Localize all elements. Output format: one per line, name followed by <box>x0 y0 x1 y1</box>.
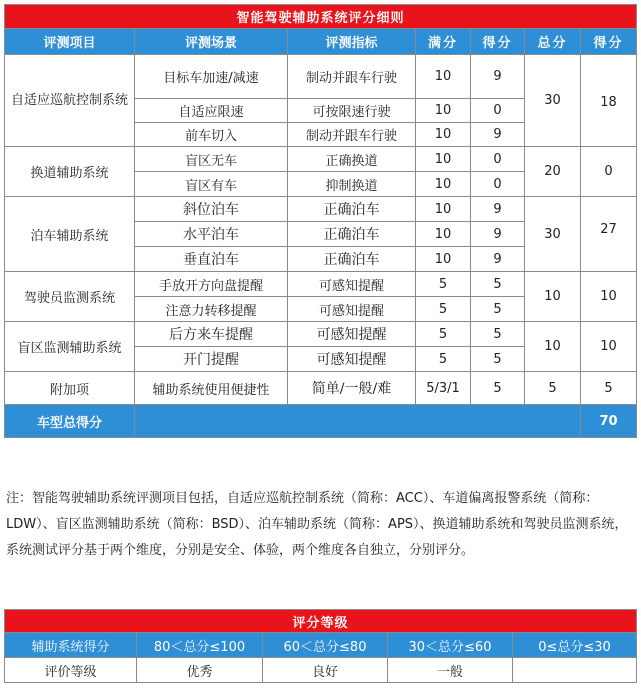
grade-range-cell: 0≤总分≤30 <box>513 633 637 658</box>
grade-level-cell <box>513 658 637 683</box>
grade-level-row <box>5 658 637 683</box>
header-score: 得分 <box>471 29 525 55</box>
full-score-cell: 10 <box>416 197 471 222</box>
score-cell: 5 <box>471 272 525 297</box>
final-score-cell: 27 <box>581 197 637 272</box>
note-text: 注：智能驾驶辅助系统评测项目包括，自适应巡航控制系统（简称：ACC）、车道偏离报警系统（简称：LDW）、盲区监测辅助系统（简称：BSD）、泊车辅助系统（简称：APS）、换道辅助系统和驾驶员监测系统，系统测试评分基于两个维度，分别是安全、体验，两个维度各自独立，分别评分。 <box>6 491 628 558</box>
scene-cell: 盲区无车 <box>135 147 288 172</box>
table-row <box>5 55 637 99</box>
scene-cell: 注意力转移提醒 <box>135 297 288 322</box>
scene-cell: 自适应限速 <box>135 99 288 123</box>
metric-cell: 可感知提醒 <box>288 322 416 347</box>
total-blank <box>135 405 581 438</box>
scene-cell: 水平泊车 <box>135 222 288 247</box>
final-score-cell: 10 <box>581 322 637 372</box>
project-cell: 附加项 <box>5 372 135 405</box>
scoring-table <box>4 4 637 438</box>
full-score-cell: 10 <box>416 247 471 272</box>
table-row <box>5 322 637 347</box>
metric-cell: 制动并跟车行驶 <box>288 55 416 99</box>
total-cell: 20 <box>525 147 581 197</box>
scene-cell: 斜位泊车 <box>135 197 288 222</box>
table-row <box>5 372 637 405</box>
score-cell: 9 <box>471 123 525 147</box>
full-score-cell: 10 <box>416 123 471 147</box>
full-score-cell: 10 <box>416 172 471 197</box>
metric-cell: 正确泊车 <box>288 247 416 272</box>
full-score-cell: 5 <box>416 272 471 297</box>
full-score-cell: 5 <box>416 322 471 347</box>
score-cell: 0 <box>471 99 525 123</box>
grade-header-cell: 辅助系统得分 <box>5 633 137 658</box>
grade-level-cell: 优秀 <box>137 658 263 683</box>
metric-cell: 简单/一般/难 <box>288 372 416 405</box>
grade-range-row <box>5 633 637 658</box>
metric-cell: 抑制换道 <box>288 172 416 197</box>
metric-cell: 可感知提醒 <box>288 347 416 372</box>
metric-cell: 正确泊车 <box>288 222 416 247</box>
grade-table <box>4 609 637 683</box>
full-score-cell: 5/3/1 <box>416 372 471 405</box>
metric-cell: 正确泊车 <box>288 197 416 222</box>
table-row <box>5 147 637 172</box>
header-full-score: 满分 <box>416 29 471 55</box>
header-scene: 评测场景 <box>135 29 288 55</box>
total-row <box>5 405 637 438</box>
score-cell: 9 <box>471 247 525 272</box>
metric-cell: 制动并跟车行驶 <box>288 123 416 147</box>
scene-cell: 垂直泊车 <box>135 247 288 272</box>
grade-level-cell: 良好 <box>263 658 388 683</box>
grade-title: 评分等级 <box>5 610 637 633</box>
project-cell: 盲区监测辅助系统 <box>5 322 135 372</box>
metric-cell: 可按限速行驶 <box>288 99 416 123</box>
score-cell: 5 <box>471 372 525 405</box>
grade-range-cell: 80＜总分≤100 <box>137 633 263 658</box>
full-score-cell: 5 <box>416 347 471 372</box>
metric-cell: 正确换道 <box>288 147 416 172</box>
scene-cell: 目标车加速/减速 <box>135 55 288 99</box>
header-final-score: 得分 <box>581 29 637 55</box>
final-score-cell: 0 <box>581 147 637 197</box>
scene-cell: 辅助系统使用便捷性 <box>135 372 288 405</box>
final-score-cell: 10 <box>581 272 637 322</box>
scene-cell: 后方来车提醒 <box>135 322 288 347</box>
final-score-cell: 5 <box>581 372 637 405</box>
score-cell: 0 <box>471 147 525 172</box>
project-cell: 自适应巡航控制系统 <box>5 55 135 147</box>
full-score-cell: 10 <box>416 55 471 99</box>
header-total: 总分 <box>525 29 581 55</box>
header-metric: 评测指标 <box>288 29 416 55</box>
score-cell: 9 <box>471 222 525 247</box>
total-cell: 10 <box>525 272 581 322</box>
grade-range-cell: 30＜总分≤60 <box>388 633 513 658</box>
total-label: 车型总得分 <box>5 405 135 438</box>
total-cell: 5 <box>525 372 581 405</box>
score-cell: 5 <box>471 347 525 372</box>
metric-cell: 可感知提醒 <box>288 297 416 322</box>
final-score-cell: 18 <box>581 55 637 147</box>
full-score-cell: 10 <box>416 99 471 123</box>
full-score-cell: 10 <box>416 147 471 172</box>
scene-cell: 开门提醒 <box>135 347 288 372</box>
score-cell: 9 <box>471 197 525 222</box>
grade-header-cell: 评价等级 <box>5 658 137 683</box>
header-project: 评测项目 <box>5 29 135 55</box>
project-cell: 换道辅助系统 <box>5 147 135 197</box>
total-cell: 30 <box>525 197 581 272</box>
table-row <box>5 197 637 222</box>
table-row <box>5 272 637 297</box>
score-cell: 5 <box>471 297 525 322</box>
scene-cell: 前车切入 <box>135 123 288 147</box>
scene-cell: 手放开方向盘提醒 <box>135 272 288 297</box>
score-cell: 0 <box>471 172 525 197</box>
total-cell: 30 <box>525 55 581 147</box>
grade-range-cell: 60＜总分≤80 <box>263 633 388 658</box>
grade-level-cell: 一般 <box>388 658 513 683</box>
metric-cell: 可感知提醒 <box>288 272 416 297</box>
scene-cell: 盲区有车 <box>135 172 288 197</box>
full-score-cell: 5 <box>416 297 471 322</box>
total-cell: 10 <box>525 322 581 372</box>
total-score: 70 <box>581 405 637 438</box>
score-cell: 9 <box>471 55 525 99</box>
score-cell: 5 <box>471 322 525 347</box>
project-cell: 驾驶员监测系统 <box>5 272 135 322</box>
project-cell: 泊车辅助系统 <box>5 197 135 272</box>
full-score-cell: 10 <box>416 222 471 247</box>
table-title: 智能驾驶辅助系统评分细则 <box>5 5 637 29</box>
